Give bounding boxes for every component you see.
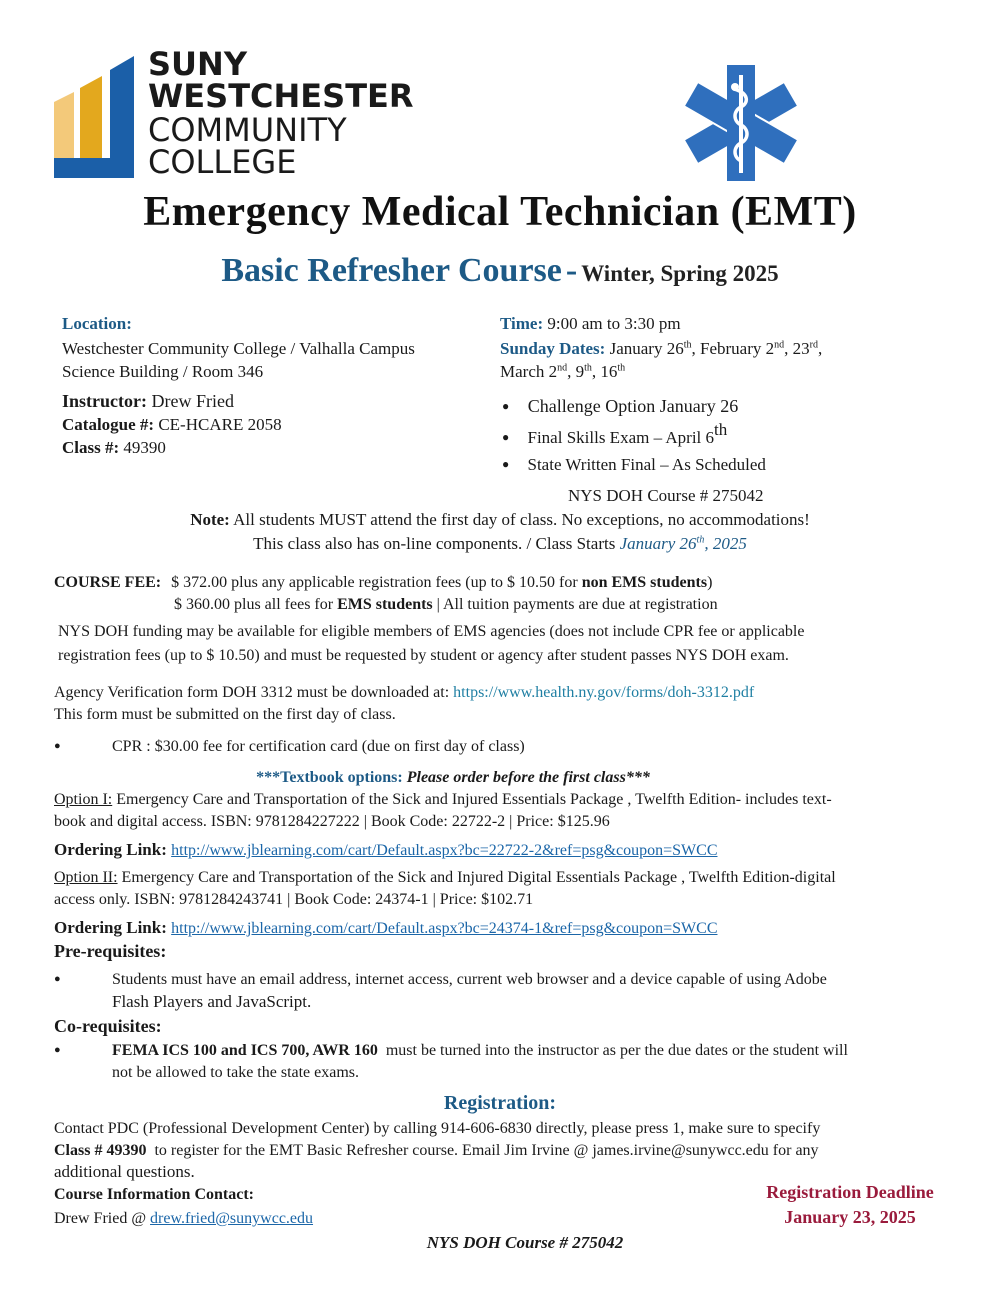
date-mar9: , 9 <box>567 362 585 381</box>
bullet-final-skills <box>502 420 728 448</box>
funding-line2: registration fees (up to $ 10.50) and must be requested by student or agency after student passes NYS DOH exam. <box>58 647 789 664</box>
prereq-heading: Pre-requisites: <box>54 941 167 961</box>
coreq-item <box>54 1040 954 1081</box>
note-label: Note: <box>190 510 230 529</box>
option1-line1 <box>54 789 974 811</box>
class-label: Class #: <box>62 438 120 457</box>
star-of-life-icon <box>680 62 802 184</box>
textbook-heading <box>0 767 906 789</box>
subtitle-dash: - <box>565 252 578 289</box>
note-line2-text: This class also has on-line components. / Class Starts <box>253 534 616 553</box>
class-start-year: , 2025 <box>704 534 747 553</box>
catalogue-label: Catalogue #: <box>62 415 155 434</box>
college-logo <box>54 45 424 182</box>
option2-ordering-link[interactable]: http://www.jblearning.com/cart/Default.aspx?bc=24374-1&ref=psg&coupon=SWCC <box>171 920 718 937</box>
doh-3312-link[interactable]: https://www.health.ny.gov/forms/doh-3312.pdf <box>453 684 755 701</box>
page-subtitle <box>0 252 1000 290</box>
coreq-heading: Co-requisites: <box>54 1016 162 1036</box>
registration-line3: additional questions. <box>54 1162 195 1181</box>
contact-label: Course Information Contact: <box>54 1186 254 1203</box>
course-fee-line2 <box>174 594 954 616</box>
challenge-text: Challenge Option January 26 <box>527 396 739 416</box>
prereq-line1: Students must have an email address, internet access, current web browser and a device capable of using Adobe <box>112 971 827 988</box>
time-label: Time: <box>500 314 544 333</box>
registration-class-label: Class # 49390 <box>54 1142 147 1159</box>
prereq-line2: Flash Players and JavaScript. <box>112 992 312 1011</box>
option1-line2: book and digital access. ISBN: 9781284227222 | Book Code: 22722-2 | Price: $125.96 <box>54 813 610 830</box>
state-written-text: State Written Final – As Scheduled <box>527 455 766 474</box>
date-feb: , February 2 <box>691 339 775 358</box>
note-text: All students MUST attend the first day of class. No exceptions, no accommodations! <box>233 510 810 529</box>
bullet-dot-icon: ● <box>54 973 61 985</box>
date-mar: March 2 <box>500 362 558 381</box>
deadline-date: January 23, 2025 <box>784 1207 916 1227</box>
ordering-link-label: Ordering Link: <box>54 840 167 859</box>
option2-label: Option II: <box>54 869 118 886</box>
fee-line1-a: $ 372.00 plus any applicable registration fees (up to $ 10.50 for <box>171 574 578 591</box>
prereq-item <box>54 969 954 1011</box>
bullet-dot-icon: ● <box>54 740 61 752</box>
catalogue-value: CE-HCARE 2058 <box>158 415 282 434</box>
logo-line-community: COMMUNITY <box>148 111 347 149</box>
option1-order <box>54 838 717 862</box>
bullet-dot-icon: ● <box>54 1044 61 1056</box>
coreq-line2: not be allowed to take the state exams. <box>112 1064 360 1081</box>
time-value: 9:00 am to 3:30 pm <box>547 314 681 333</box>
class-start-sup: th <box>696 534 705 546</box>
class-value: 49390 <box>123 438 166 457</box>
sup-th-2: th <box>584 362 592 374</box>
textbook-heading-b: Please order before the first class*** <box>406 769 650 786</box>
final-skills-sup: th <box>714 420 728 439</box>
sup-th: th <box>683 339 692 351</box>
left-info <box>62 312 482 459</box>
registration-line2 <box>54 1140 819 1162</box>
registration-line2-text: to register for the EMT Basic Refresher course. Email Jim Irvine @ james.irvine@sunywcc.edu for any <box>154 1142 819 1159</box>
option1-ordering-link[interactable]: http://www.jblearning.com/cart/Default.aspx?bc=22722-2&ref=psg&coupon=SWCC <box>171 842 718 859</box>
course-fee-line1 <box>54 572 954 594</box>
option1-text: Emergency Care and Transportation of the Sick and Injured Essentials Package , Twelfth Edition- includes text- <box>116 791 832 808</box>
sup-th-3: th <box>617 362 626 374</box>
sunday-label: Sunday Dates: <box>500 339 606 358</box>
fee-line2-a: $ 360.00 plus all fees for <box>174 596 334 613</box>
cpr-text: CPR : $30.00 fee for certification card (due on first day of class) <box>112 738 525 755</box>
subtitle-season: Winter, Spring 2025 <box>581 261 779 286</box>
course-fee-label: COURSE FEE: <box>54 574 162 591</box>
instructor-label: Instructor: <box>62 391 147 411</box>
bullet-state-written <box>502 455 766 475</box>
contact-name: Drew Fried @ <box>54 1210 147 1227</box>
coreq-bold: FEMA ICS 100 and ICS 700, AWR 160 <box>112 1042 378 1059</box>
fee-line2-c: | All tuition payments are due at registration <box>436 596 718 613</box>
logo-bars-icon <box>54 52 138 180</box>
funding-line1: NYS DOH funding may be available for eligible members of EMS agencies (does not include CPR fee or applicable <box>58 623 805 640</box>
textbook-heading-a: ***Textbook options: <box>256 769 403 786</box>
agency-line2: This form must be submitted on the first day of class. <box>54 706 396 723</box>
location-label: Location: <box>62 314 132 333</box>
note-line2 <box>0 532 1000 555</box>
location-line2: Science Building / Room 346 <box>62 362 264 381</box>
footer-course-number: NYS DOH Course # 275042 <box>426 1233 624 1252</box>
registration-heading: Registration: <box>443 1092 557 1114</box>
sup-nd: nd <box>774 339 785 351</box>
right-info <box>500 312 900 383</box>
logo-line-college: COLLEGE <box>148 143 297 181</box>
fee-line2-b: EMS students <box>337 596 433 613</box>
deadline-label: Registration Deadline <box>766 1182 934 1202</box>
option2-line1 <box>54 867 974 889</box>
fee-line1-b: non EMS students <box>581 574 708 591</box>
date-jan: January 26 <box>609 339 684 358</box>
note <box>0 508 1000 531</box>
comma: , <box>817 339 823 358</box>
course-number: NYS DOH Course # 275042 <box>568 486 764 505</box>
coreq-line1: must be turned into the instructor as per the due dates or the student will <box>385 1042 848 1059</box>
cpr-item <box>54 736 954 759</box>
instructor-value: Drew Fried <box>151 391 234 411</box>
bullet-dot-icon: ● <box>502 430 510 444</box>
option2-line2: access only. ISBN: 9781284243741 | Book Code: 24374-1 | Price: $102.71 <box>54 891 534 908</box>
bullet-dot-icon: ● <box>502 457 510 471</box>
contact-email-link[interactable]: drew.fried@sunywcc.edu <box>150 1210 314 1227</box>
agency-text: Agency Verification form DOH 3312 must be downloaded at: <box>54 684 450 701</box>
date-feb23: , 23 <box>784 339 810 358</box>
agency-line1 <box>54 682 974 704</box>
location-line1: Westchester Community College / Valhalla Campus <box>62 339 415 358</box>
fee-line1-c: ) <box>707 574 713 591</box>
contact-line <box>54 1208 313 1230</box>
option1-label: Option I: <box>54 791 113 808</box>
ordering-link-label-2: Ordering Link: <box>54 918 167 937</box>
final-skills-text: Final Skills Exam – April 6 <box>527 428 715 447</box>
logo-line-suny: SUNY <box>148 45 247 83</box>
sup-rd: rd <box>809 339 818 351</box>
bullet-dot-icon: ● <box>502 399 510 413</box>
class-start-date: January 26 <box>619 534 697 553</box>
registration-line1: Contact PDC (Professional Development Center) by calling 914-606-6830 directly, please press 1, make sure to specify <box>54 1120 821 1137</box>
sup-nd-2: nd <box>557 362 568 374</box>
date-mar16: , 16 <box>591 362 618 381</box>
logo-line-westchester: WESTCHESTER <box>148 77 414 115</box>
bullet-challenge <box>502 396 738 417</box>
option2-order <box>54 916 717 940</box>
option2-text: Emergency Care and Transportation of the Sick and Injured Digital Essentials Package , Twelfth Edition-digital <box>121 869 836 886</box>
subtitle-main: Basic Refresher Course <box>221 252 562 289</box>
page-title: Emergency Medical Technician (EMT) <box>143 189 857 235</box>
